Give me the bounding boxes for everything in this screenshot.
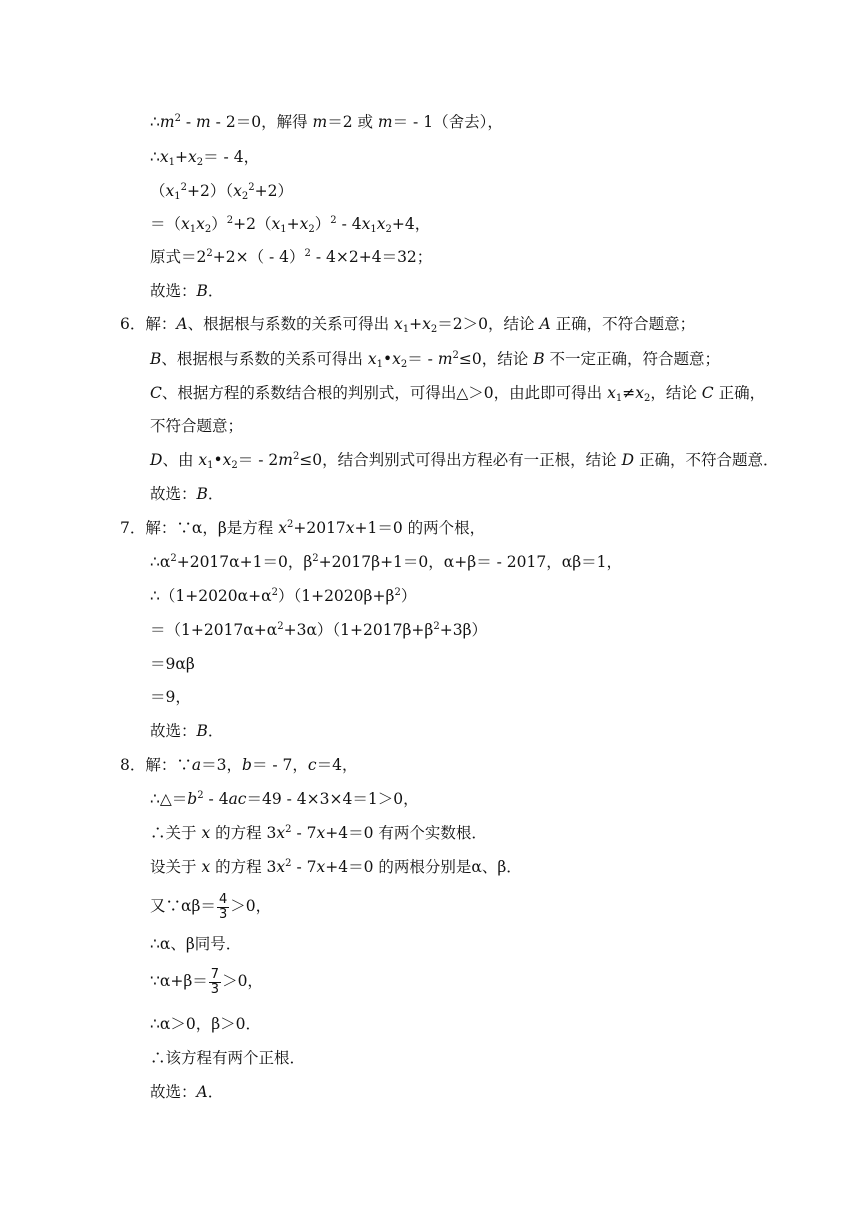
q8-line-1: 8．解：∵a＝3，b＝ - 7，c＝4，	[120, 756, 358, 774]
q7-line-6: ＝9，	[150, 688, 191, 706]
q7-line-2: $\therefore\alpha^2+2017\alpha+1=0$，$\beta^2+2017\beta+1=0$，α+β＝ - 2017，αβ＝1，	[150, 553, 623, 571]
fraction-7-3: $\frac{7}{3}$	[210, 966, 220, 997]
q6-line-3: C、根据方程的系数结合根的判别式，可得出△＞0，由此即可得出 $x_1\ne x_2$，结论 C 正确，	[150, 384, 766, 404]
q6-line-5: D、由 $x_1•x_2= - 2m^2\le 0$，结合判别式可得出方程必有一正根，结论 D 正确，不符合题意．	[150, 451, 779, 471]
q8-line-6: ∴α、β同号．	[150, 935, 242, 953]
fraction-4-3: $\frac{4}{3}$	[218, 891, 228, 922]
q5-answer: 故选：B．	[150, 282, 224, 300]
q8-line-9: ∴该方程有两个正根．	[150, 1049, 306, 1067]
q7-line-4: $=(1+2017\alpha+\alpha^2+3\alpha)(1+2017\beta+\beta^2+3\beta)$	[150, 621, 488, 639]
q7-line-5: ＝9αβ	[150, 655, 195, 673]
q7-line-3: $\therefore(1+2020\alpha+\alpha^2)(1+2020\beta+\beta^2)$	[150, 587, 417, 605]
q8-line-2: $\therefore\triangle=b^2 - 4ac=49 - 4\times 3\times 4=1>0$，	[150, 790, 419, 808]
q8-line-5: 又∵αβ＝ $\frac{4}{3}$ ＞0，	[150, 891, 272, 922]
q6-line-2: B、根据根与系数的关系可得出 $x_1•x_2= - m^2\le 0$，结论 B 不一定正确，符合题意；	[150, 350, 721, 370]
q8-line-7: ∵α+β＝ $\frac{7}{3}$ ＞0，	[150, 966, 263, 997]
q5-line-4: $=(x_1x_2)^2+2(x_1+x_2)^2 - 4x_1x_2+4$，	[150, 215, 431, 235]
q5-line-5: 原式$=2^2+2\times( - 4)^2 - 4\times 2+4=32$；	[150, 248, 433, 266]
q7-answer: 故选：B．	[150, 722, 224, 740]
q8-line-8: ∴α＞0，β＞0．	[150, 1015, 262, 1033]
q5-line-2: $\therefore x_1+x_2= - 4$，	[150, 148, 260, 168]
q7-line-1: 7．解：∵α，β是方程 $x^2+2017x+1=0$ 的两个根，	[120, 519, 486, 537]
q5-line-1: $\therefore m^2 - m - 2=0$，解得 m＝2 或 m＝ - 1（舍去），	[150, 113, 503, 131]
q8-line-4: 设关于 x 的方程 $3x^2 - 7x+4=0$ 的两根分别是α、β．	[150, 858, 522, 876]
q6-answer: 故选：B．	[150, 485, 224, 503]
q8-line-3: ∴关于 x 的方程 $3x^2 - 7x+4=0$ 有两个实数根．	[150, 824, 487, 842]
q6-line-4: 不符合题意；	[150, 417, 244, 435]
q5-line-3: $(x_1^2+2)(x_2^2+2)$	[150, 182, 293, 202]
q6-line-1: 6．解：A、根据根与系数的关系可得出 $x_1+x_2=2>0$，结论 A 正确，不符合题意；	[120, 315, 696, 335]
q8-answer: 故选：A．	[150, 1083, 224, 1101]
